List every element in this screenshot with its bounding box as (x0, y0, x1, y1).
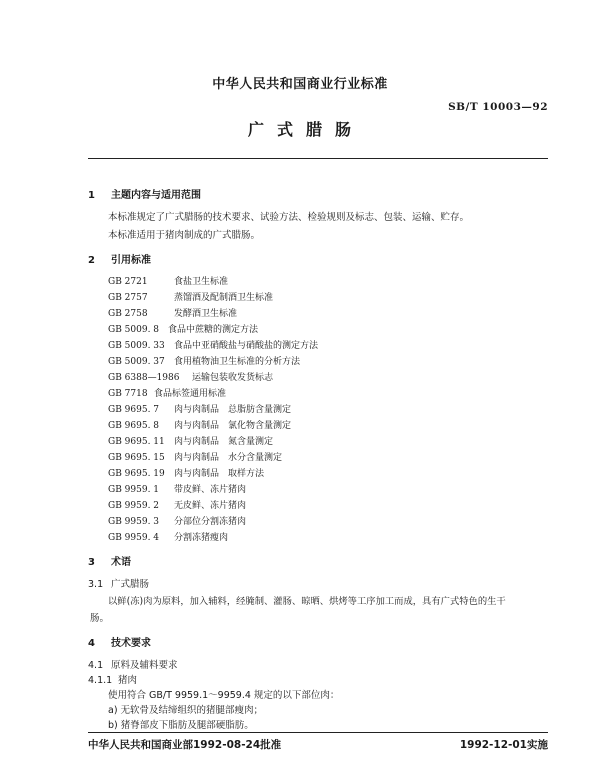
reference-name: 肉与肉制品 取样方法 (174, 469, 265, 479)
reference-name: 食品中蔗糖的测定方法 (168, 325, 259, 335)
reference-item (108, 402, 291, 415)
reference-item (108, 418, 291, 431)
section-title: 引用标准 (111, 255, 151, 266)
section-number: 4 (88, 638, 95, 649)
reference-name: 蒸馏酒及配制酒卫生标准 (174, 293, 274, 303)
org-title: 中华人民共和国商业行业标准 (212, 77, 388, 92)
subsection-4-1-1 (88, 672, 137, 686)
section-number: 3 (88, 557, 95, 568)
reference-name: 肉与肉制品 氮含量测定 (174, 437, 274, 447)
reference-code: GB 9695. 15 (108, 453, 165, 463)
section-3-heading (88, 553, 131, 568)
reference-name: 食品中亚硝酸盐与硝酸盐的测定方法 (174, 341, 319, 351)
reference-name: 带皮鲜、冻片猪肉 (174, 485, 247, 495)
reference-name: 分割冻猪瘦肉 (174, 533, 229, 543)
reference-name: 无皮鲜、冻片猪肉 (174, 501, 247, 511)
requirement-line-3: b) 猪脊部皮下脂肪及腿部硬脂肪。 (108, 720, 254, 731)
approval-date: 中华人民共和国商业部1992-08-24批准 (88, 739, 282, 751)
reference-name: 食品标签通用标准 (154, 389, 227, 399)
reference-code: GB 9959. 1 (108, 485, 160, 495)
reference-code: GB 5009. 37 (108, 357, 165, 367)
reference-item (108, 498, 246, 511)
reference-item (108, 450, 282, 463)
footer-rule (88, 732, 548, 733)
reference-name: 分部位分割冻猪肉 (174, 517, 247, 527)
section-number: 1 (88, 190, 95, 201)
requirement-line-2: a) 无软骨及结缔组织的猪腿部瘦肉； (108, 705, 264, 716)
reference-code: GB 7718 (108, 389, 148, 399)
section-1-para-1: 本标准规定了广式腊肠的技术要求、试验方法、检验规则及标志、包装、运输、贮存。 (108, 212, 470, 223)
subsection-4-1 (88, 657, 178, 671)
reference-code: GB 5009. 33 (108, 341, 165, 351)
reference-code: GB 2757 (108, 293, 148, 303)
reference-code: GB 2721 (108, 277, 148, 287)
definition-line-2: 肠。 (90, 613, 110, 624)
reference-item (108, 274, 228, 287)
requirement-line-1: 使用符合 GB/T 9959.1～9959.4 规定的以下部位肉： (108, 690, 340, 701)
implementation-date: 1992-12-01实施 (459, 739, 548, 751)
standard-number: SB/T 10003—92 (448, 101, 548, 113)
section-title: 术语 (111, 557, 131, 568)
subsection-number: 3.1 (88, 579, 104, 590)
subsection-title: 原料及辅料要求 (111, 660, 178, 671)
subsection-title: 广式腊肠 (111, 579, 150, 590)
reference-code: GB 9959. 4 (108, 533, 160, 543)
section-number: 2 (88, 255, 95, 266)
document-title: 广式腊肠 (247, 120, 364, 139)
section-2-heading (88, 251, 151, 266)
section-1-heading (88, 186, 201, 201)
reference-code: GB 9959. 2 (108, 501, 160, 511)
subsection-3-1 (88, 576, 149, 590)
reference-item (108, 354, 300, 367)
reference-item (108, 466, 264, 479)
reference-item (108, 338, 318, 351)
subsection-number: 4.1 (88, 660, 104, 671)
reference-name: 食用植物油卫生标准的分析方法 (174, 357, 301, 367)
reference-name: 肉与肉制品 水分含量测定 (174, 453, 283, 463)
header-rule (88, 158, 548, 159)
reference-item (108, 482, 246, 495)
section-title: 技术要求 (111, 638, 151, 649)
reference-name: 肉与肉制品 总脂肪含量测定 (174, 405, 292, 415)
reference-name: 肉与肉制品 氯化物含量测定 (174, 421, 292, 431)
section-4-heading (88, 634, 151, 649)
section-title: 主题内容与适用范围 (111, 190, 201, 201)
reference-code: GB 9695. 7 (108, 405, 160, 415)
reference-code: GB 9959. 3 (108, 517, 160, 527)
reference-item (108, 370, 273, 383)
reference-item (108, 290, 273, 303)
reference-name: 运输包装收发货标志 (192, 373, 274, 383)
reference-name: 食盐卫生标准 (174, 277, 229, 287)
reference-code: GB 9695. 19 (108, 469, 165, 479)
reference-code: GB 9695. 11 (108, 437, 165, 447)
reference-item (108, 386, 226, 399)
section-1-para-2: 本标准适用于猪肉制成的广式腊肠。 (108, 230, 261, 241)
reference-code: GB 2758 (108, 309, 148, 319)
reference-item (108, 514, 246, 527)
reference-code: GB 5009. 8 (108, 325, 160, 335)
reference-code: GB 6388—1986 (108, 373, 180, 383)
reference-item (108, 322, 258, 335)
subsection-number: 4.1.1 (88, 675, 113, 686)
reference-code: GB 9695. 8 (108, 421, 160, 431)
definition-line-1: 以鲜(冻)肉为原料，加入辅料，经腌制、灌肠、晾晒、烘烤等工序加工而成，具有广式特色的生干 (108, 596, 506, 607)
subsection-title: 猪肉 (118, 675, 138, 686)
reference-item (108, 434, 273, 447)
reference-item (108, 530, 228, 543)
reference-item (108, 306, 237, 319)
reference-name: 发酵酒卫生标准 (174, 309, 238, 319)
